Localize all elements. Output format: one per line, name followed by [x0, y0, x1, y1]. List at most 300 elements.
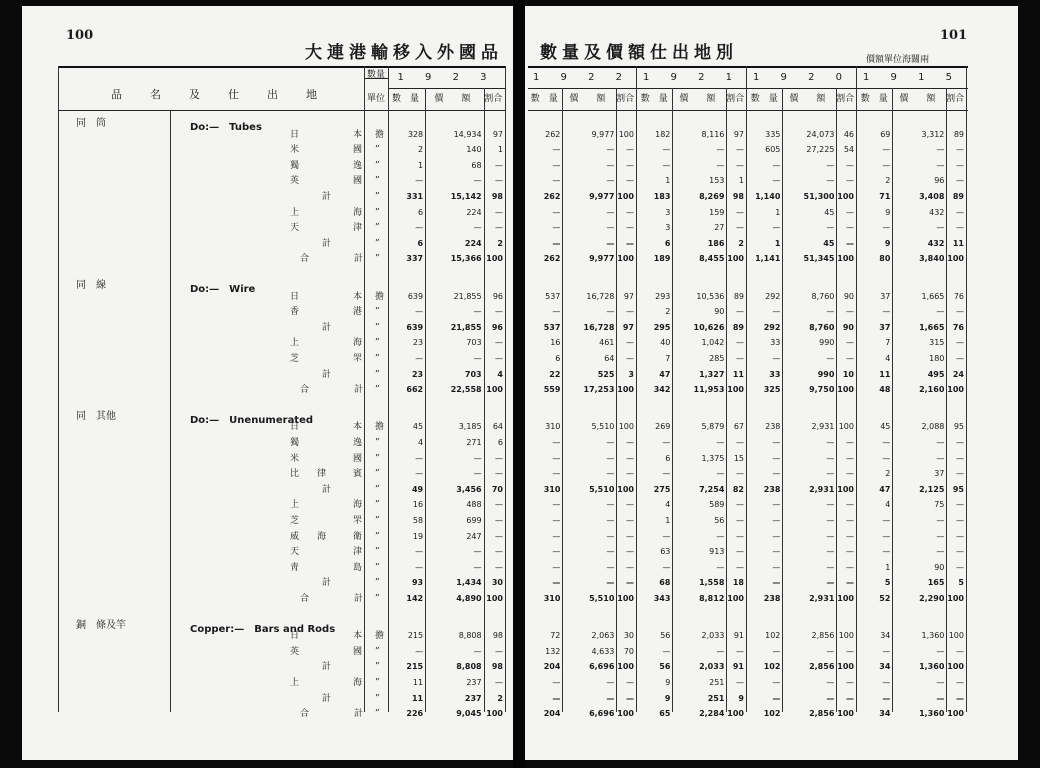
origin-label: 計	[322, 369, 332, 380]
sub-col-rule	[562, 88, 563, 712]
quantity-cell: —	[415, 354, 424, 363]
unit-value: ”	[375, 562, 380, 573]
quantity-cell: 3	[665, 207, 671, 217]
value-cell: 15,142	[450, 192, 482, 201]
ratio-cell: —	[626, 562, 634, 572]
value-cell: 1,360	[919, 662, 945, 672]
ratio-header: 割合	[616, 94, 635, 104]
quantity-cell: —	[552, 469, 561, 479]
value-cell: 3,312	[921, 129, 945, 139]
value-cell: —	[606, 678, 615, 687]
quantity-cell: 40	[660, 338, 671, 348]
unit-value: ”	[375, 192, 380, 202]
quantity-cell: —	[772, 516, 781, 525]
value-cell: 2,088	[921, 422, 945, 432]
ratio-cell: 100	[837, 254, 854, 264]
ratio-cell: 97	[623, 291, 634, 301]
quantity-cell: 325	[763, 385, 781, 395]
ratio-cell: 1	[738, 176, 744, 186]
value-cell: —	[826, 160, 835, 170]
quantity-cell: 342	[653, 385, 671, 395]
ratio-cell: —	[626, 145, 634, 155]
quantity-cell: —	[552, 223, 561, 233]
ratio-cell: 95	[952, 484, 964, 494]
quantity-cell: 226	[406, 709, 424, 719]
value-cell: —	[716, 469, 725, 479]
quantity-cell: 47	[879, 484, 891, 494]
unit-header-top: 數量	[366, 70, 385, 80]
quantity-cell: 80	[879, 254, 891, 264]
ratio-cell: —	[626, 678, 634, 687]
quantity-cell: 47	[659, 369, 671, 379]
quantity-cell: —	[882, 453, 891, 463]
quantity-cell: 58	[412, 516, 424, 525]
quantity-header: 數 量	[860, 94, 888, 104]
value-cell: —	[473, 307, 482, 317]
quantity-cell: —	[662, 438, 671, 447]
ratio-cell: 100	[727, 254, 744, 264]
ratio-cell: 98	[491, 192, 503, 201]
ratio-cell: 100	[617, 484, 634, 494]
origin-label: 上 海	[290, 338, 363, 349]
origin-label: 米 國	[290, 145, 363, 156]
unit-note: 價額單位海關兩	[866, 55, 930, 65]
quantity-cell: —	[772, 438, 781, 447]
value-cell: 68	[471, 160, 482, 170]
left-page-number: 100	[66, 28, 94, 43]
value-cell: 251	[707, 693, 725, 703]
sub-col-rule	[425, 88, 426, 712]
quantity-cell: 6	[664, 238, 671, 248]
quantity-cell: —	[552, 145, 561, 155]
ratio-cell: —	[846, 469, 854, 479]
ratio-cell: 3	[628, 369, 634, 379]
quantity-cell: —	[662, 646, 671, 656]
ratio-cell: —	[846, 547, 854, 557]
origin-label: 計	[322, 578, 332, 589]
quantity-cell: 295	[653, 322, 671, 332]
ratio-cell: —	[626, 453, 634, 463]
quantity-cell: 45	[412, 422, 424, 432]
ratio-cell: —	[846, 678, 854, 687]
value-cell: 8,760	[811, 291, 835, 301]
col-rule	[58, 66, 59, 712]
quantity-cell: 639	[407, 291, 424, 301]
value-cell: 21,855	[450, 322, 482, 332]
ratio-cell: —	[846, 578, 854, 588]
quantity-cell: —	[882, 547, 891, 557]
value-cell: 96	[934, 176, 945, 186]
ratio-cell: —	[626, 176, 634, 186]
value-cell: 14,934	[453, 129, 482, 139]
quantity-cell: 9	[884, 238, 891, 248]
quantity-cell: —	[882, 438, 891, 447]
quantity-cell: 34	[879, 709, 891, 719]
goods-column-header: 品 名 及 仕 出 地	[111, 88, 319, 101]
year-sub-rule-right	[528, 88, 968, 89]
group-name-en: Do:— Wire	[190, 284, 256, 295]
ratio-cell: 100	[617, 192, 634, 201]
quantity-cell: 1	[774, 238, 781, 248]
quantity-cell: —	[772, 500, 781, 510]
ratio-cell: 95	[953, 422, 964, 432]
quantity-cell: 48	[879, 385, 891, 395]
quantity-cell: 238	[765, 422, 781, 432]
value-cell: —	[826, 562, 835, 572]
unit-value: ”	[375, 594, 380, 604]
ratio-cell: 100	[618, 422, 634, 432]
ratio-cell: —	[956, 531, 964, 541]
ratio-cell: 100	[486, 709, 503, 719]
sub-col-rule	[672, 88, 673, 712]
unit-value: ”	[375, 578, 380, 589]
quantity-cell: —	[552, 562, 561, 572]
ratio-cell: —	[956, 469, 964, 479]
right-page-title: 數量及價額仕出地別	[540, 43, 738, 63]
ratio-cell: —	[956, 547, 964, 557]
quantity-cell: 16	[412, 500, 424, 510]
value-cell: —	[473, 646, 482, 656]
value-cell: —	[826, 176, 835, 186]
ratio-cell: —	[495, 500, 503, 510]
value-cell: 51,345	[803, 254, 835, 264]
quantity-cell: —	[415, 453, 424, 463]
unit-value: ”	[375, 238, 380, 249]
origin-label: 獨 逸	[290, 438, 363, 448]
ratio-cell: —	[736, 307, 744, 317]
ratio-cell: —	[495, 469, 503, 479]
ratio-cell: —	[956, 354, 964, 363]
ratio-cell: 15	[733, 453, 744, 463]
quantity-cell: 1,140	[755, 192, 781, 201]
ratio-cell: —	[956, 646, 964, 656]
value-cell: 7,254	[699, 484, 725, 494]
quantity-cell: —	[772, 469, 781, 479]
ratio-cell: —	[956, 307, 964, 317]
ratio-cell: 2	[497, 238, 503, 248]
quantity-cell: 11	[879, 369, 891, 379]
value-cell: 6,696	[589, 709, 615, 719]
unit-value: ”	[375, 207, 380, 218]
quantity-cell: 23	[412, 338, 424, 348]
ratio-cell: 97	[733, 129, 744, 139]
ratio-cell: —	[846, 516, 854, 525]
quantity-cell: 68	[659, 578, 671, 588]
value-cell: 1,665	[921, 291, 945, 301]
ratio-cell: 100	[617, 662, 634, 672]
value-cell: 159	[709, 207, 725, 217]
quantity-cell: —	[552, 531, 561, 541]
ratio-cell: —	[495, 338, 503, 348]
unit-value: ”	[375, 438, 380, 448]
header-bottom-rule-right	[528, 110, 968, 111]
ratio-cell: —	[495, 354, 503, 363]
ratio-cell: —	[736, 438, 744, 447]
unit-value: ”	[375, 662, 380, 673]
value-cell: —	[606, 453, 615, 463]
ratio-cell: —	[495, 160, 503, 170]
value-cell: 2,160	[919, 385, 945, 395]
quantity-cell: 275	[653, 484, 671, 494]
ratio-header: 割合	[726, 94, 745, 104]
ratio-cell: —	[956, 678, 964, 687]
unit-header-bottom: 單位	[366, 94, 385, 104]
quantity-header: 數 量	[530, 94, 558, 104]
value-cell: 9,750	[809, 385, 835, 395]
quantity-cell: —	[552, 176, 561, 186]
value-cell: 5,510	[589, 594, 615, 603]
ratio-cell: 100	[837, 662, 854, 672]
quantity-cell: 9	[885, 207, 891, 217]
ratio-cell: 100	[837, 484, 854, 494]
ratio-cell: —	[956, 338, 964, 348]
ratio-header: 割合	[946, 94, 965, 104]
value-cell: —	[606, 547, 615, 557]
value-cell: 8,269	[699, 192, 725, 201]
value-cell: 22,558	[450, 385, 482, 395]
ratio-cell: 67	[733, 422, 744, 432]
quantity-cell: —	[552, 578, 561, 588]
quantity-cell: 142	[406, 594, 424, 603]
origin-label: 靑 島	[290, 562, 363, 573]
ratio-cell: —	[846, 307, 854, 317]
ratio-cell: —	[626, 438, 634, 447]
value-cell: 2,931	[811, 422, 835, 432]
value-cell: —	[936, 307, 945, 317]
value-cell: 45	[824, 207, 835, 217]
quantity-cell: 56	[660, 631, 671, 641]
quantity-cell: 293	[655, 291, 671, 301]
quantity-cell: —	[662, 145, 671, 155]
quantity-cell: —	[415, 547, 424, 557]
value-cell: 27,225	[806, 145, 835, 155]
table-top-rule-left	[58, 66, 505, 68]
unit-value: ”	[375, 516, 380, 526]
quantity-cell: 639	[406, 322, 424, 332]
quantity-cell: 204	[543, 662, 561, 672]
quantity-cell: 310	[545, 422, 561, 432]
ratio-cell: —	[736, 646, 744, 656]
origin-label: 合 計	[300, 254, 364, 265]
value-cell: 247	[466, 531, 482, 541]
value-cell: —	[936, 160, 945, 170]
ratio-cell: —	[736, 160, 744, 170]
sub-col-rule	[782, 88, 783, 712]
value-cell: —	[606, 238, 615, 248]
unit-value: 擔	[375, 422, 385, 433]
origin-label: 上 海	[290, 500, 363, 511]
value-cell: —	[716, 438, 725, 447]
ratio-cell: 9	[738, 693, 744, 703]
quantity-cell: 9	[664, 693, 671, 703]
ratio-cell: 89	[952, 192, 964, 201]
value-cell: —	[473, 176, 482, 186]
ratio-cell: —	[956, 145, 964, 155]
ratio-cell: 100	[947, 254, 964, 264]
ratio-cell: 100	[617, 594, 634, 603]
value-cell: 2,033	[701, 631, 725, 641]
value-cell: 45	[823, 238, 835, 248]
ratio-cell: —	[736, 516, 744, 525]
ratio-cell: 24	[952, 369, 964, 379]
ratio-cell: 64	[492, 422, 503, 432]
origin-label: 獨 逸	[290, 160, 363, 171]
value-cell: 75	[934, 500, 945, 510]
ratio-cell: —	[736, 562, 744, 572]
value-cell: 1,042	[701, 338, 725, 348]
ratio-cell: —	[846, 207, 854, 217]
ratio-cell: —	[736, 469, 744, 479]
ratio-cell: 100	[617, 385, 634, 395]
value-cell: 153	[709, 176, 725, 186]
quantity-cell: 4	[665, 500, 671, 510]
ratio-cell: 98	[491, 662, 503, 672]
year-block-rule	[505, 66, 506, 712]
ratio-cell: 5	[958, 578, 964, 588]
value-cell: —	[606, 693, 615, 703]
value-cell: 2,284	[699, 709, 725, 719]
value-cell: —	[606, 223, 615, 233]
origin-label: 計	[322, 322, 332, 333]
ratio-cell: —	[956, 500, 964, 510]
value-cell: 180	[929, 354, 945, 363]
value-cell: 2,063	[591, 631, 615, 641]
value-cell: 165	[927, 578, 945, 588]
header-bottom-rule-left	[58, 110, 505, 111]
ratio-cell: —	[626, 516, 634, 525]
ratio-cell: 96	[492, 291, 503, 301]
value-cell: —	[826, 547, 835, 557]
quantity-cell: 4	[885, 354, 891, 363]
value-cell: 315	[929, 338, 945, 348]
unit-value: ”	[375, 709, 380, 720]
value-cell: —	[936, 438, 945, 447]
quantity-cell: —	[882, 678, 891, 687]
value-cell: 8,116	[701, 129, 725, 139]
value-cell: —	[716, 646, 725, 656]
quantity-cell: —	[882, 223, 891, 233]
value-cell: 17,253	[583, 385, 615, 395]
ratio-cell: 100	[947, 594, 964, 603]
value-cell: —	[606, 531, 615, 541]
ratio-cell: —	[736, 354, 744, 363]
ratio-cell: —	[846, 531, 854, 541]
quantity-cell: —	[882, 516, 891, 525]
quantity-cell: 34	[879, 662, 891, 672]
group-name-en: Copper:— Bars and Rods	[190, 623, 336, 635]
group-name-jp: 同 其他	[76, 410, 116, 422]
quantity-cell: —	[552, 307, 561, 317]
unit-value: ”	[375, 369, 380, 380]
value-cell: 8,812	[699, 594, 725, 603]
quantity-cell: —	[882, 160, 891, 170]
ratio-cell: —	[626, 693, 634, 703]
value-cell: 6,696	[589, 662, 615, 672]
quantity-cell: 132	[545, 646, 561, 656]
origin-label: 計	[322, 192, 332, 202]
quantity-cell: —	[882, 646, 891, 656]
quantity-cell: —	[662, 531, 671, 541]
quantity-cell: 662	[406, 385, 424, 395]
quantity-cell: 69	[880, 129, 891, 139]
value-cell: —	[473, 547, 482, 557]
quantity-cell: 2	[665, 307, 671, 317]
ratio-cell: —	[956, 160, 964, 170]
quantity-cell: —	[552, 516, 561, 525]
quantity-cell: —	[772, 354, 781, 363]
origin-label: 比 律 賓	[290, 469, 363, 480]
value-cell: 186	[707, 238, 725, 248]
ratio-cell: 97	[622, 322, 634, 332]
value-cell: —	[936, 646, 945, 656]
value-cell: 2,856	[809, 662, 835, 672]
value-cell: 90	[714, 307, 725, 317]
quantity-cell: —	[882, 531, 891, 541]
ratio-cell: —	[736, 531, 744, 541]
quantity-cell: —	[415, 307, 424, 317]
value-cell: 4,890	[456, 594, 482, 603]
value-cell: 16,728	[586, 291, 615, 301]
value-cell: —	[826, 578, 835, 588]
origin-label: 日 本	[290, 291, 363, 302]
ratio-cell: —	[495, 223, 503, 233]
quantity-cell: 310	[543, 484, 561, 494]
value-cell: 16,728	[583, 322, 615, 332]
quantity-cell: 102	[763, 709, 781, 719]
value-cell: 140	[466, 145, 482, 155]
ratio-cell: 100	[617, 709, 634, 719]
unit-value: ”	[375, 307, 380, 318]
value-cell: 9,045	[456, 709, 482, 719]
value-cell: 56	[714, 516, 725, 525]
unit-value: ”	[375, 547, 380, 558]
quantity-cell: 33	[769, 369, 781, 379]
ratio-cell: 2	[738, 238, 744, 248]
quantity-cell: 204	[543, 709, 561, 719]
sub-col-rule	[892, 88, 893, 712]
origin-label: 天 津	[290, 547, 363, 558]
ratio-cell: —	[736, 207, 744, 217]
quantity-cell: —	[882, 693, 891, 703]
quantity-cell: 16	[550, 338, 561, 348]
origin-label: 合 計	[300, 709, 364, 720]
ratio-cell: 91	[733, 631, 744, 641]
value-cell: 2,033	[699, 662, 725, 672]
ratio-cell: —	[956, 516, 964, 525]
unit-value: ”	[375, 223, 380, 234]
ratio-cell: 18	[732, 578, 744, 588]
ratio-cell: 100	[947, 709, 964, 719]
value-cell: —	[606, 307, 615, 317]
quantity-cell: 1	[665, 516, 671, 525]
origin-label: 芝 罘	[290, 516, 363, 526]
quantity-cell: 2	[418, 145, 424, 155]
group-name-jp: 同 線	[76, 280, 106, 291]
value-cell: 15,366	[450, 254, 482, 264]
quantity-cell: 537	[545, 291, 561, 301]
value-cell: 285	[709, 354, 725, 363]
value-cell: 5,510	[591, 422, 615, 432]
value-cell: —	[473, 562, 482, 572]
ratio-cell: —	[626, 160, 634, 170]
value-cell: 37	[934, 469, 945, 479]
value-cell: 703	[466, 338, 482, 348]
ratio-cell: 70	[623, 646, 634, 656]
quantity-cell: —	[415, 646, 424, 656]
quantity-cell: 343	[653, 594, 671, 603]
ratio-cell: 1	[497, 145, 503, 155]
ratio-cell: —	[846, 354, 854, 363]
